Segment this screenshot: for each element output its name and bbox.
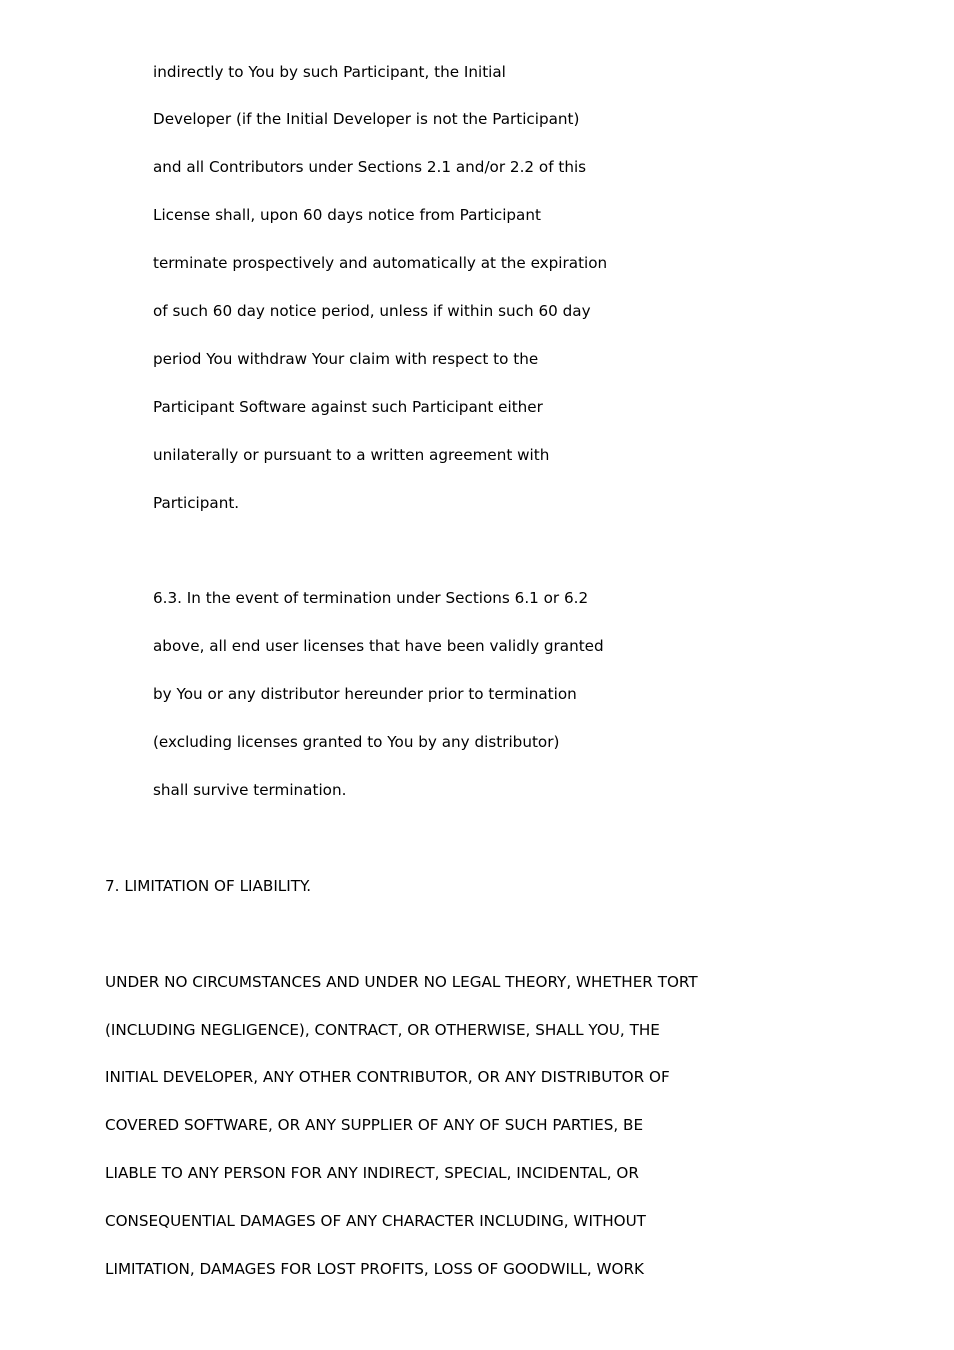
section-6-2-line-1: indirectly to You by such Participant, the Initial: [153, 63, 506, 81]
section-6-2-line-3: and all Contributors under Sections 2.1 and/or 2.2 of this: [153, 158, 587, 176]
section-7-line-1: UNDER NO CIRCUMSTANCES AND UNDER NO LEGAL THEORY, WHETHER TORT: [105, 973, 698, 991]
section-6-3-line-4: (excluding licenses granted to You by any distributor): [153, 733, 560, 751]
section-6-3-line-2: above, all end user licenses that have been validly granted: [153, 637, 604, 655]
section-6-2-line-4: License shall, upon 60 days notice from Participant: [153, 206, 541, 224]
section-7-line-5: LIABLE TO ANY PERSON FOR ANY INDIRECT, SPECIAL, INCIDENTAL, OR: [105, 1164, 639, 1182]
section-6-2-line-5: terminate prospectively and automatically at the expiration: [153, 254, 608, 272]
section-6-3-line-1: 6.3. In the event of termination under Sections 6.1 or 6.2: [153, 589, 589, 607]
section-6-2-line-7: period You withdraw Your claim with respect to the: [153, 350, 539, 368]
section-6-2-line-2: Developer (if the Initial Developer is not the Participant): [153, 110, 580, 128]
section-6-3-line-3: by You or any distributor hereunder prior to termination: [153, 685, 577, 703]
section-6-2-line-6: of such 60 day notice period, unless if within such 60 day: [153, 302, 591, 320]
section-6-2-line-9: unilaterally or pursuant to a written agreement with: [153, 446, 550, 464]
section-7-line-2: (INCLUDING NEGLIGENCE), CONTRACT, OR OTHERWISE, SHALL YOU, THE: [105, 1021, 660, 1039]
section-7-line-3: INITIAL DEVELOPER, ANY OTHER CONTRIBUTOR, OR ANY DISTRIBUTOR OF: [105, 1068, 670, 1086]
section-7-line-4: COVERED SOFTWARE, OR ANY SUPPLIER OF ANY OF SUCH PARTIES, BE: [105, 1116, 644, 1134]
section-7-line-6: CONSEQUENTIAL DAMAGES OF ANY CHARACTER INCLUDING, WITHOUT: [105, 1212, 646, 1230]
section-6-2-line-8: Participant Software against such Participant either: [153, 398, 543, 416]
section-7-heading: 7. LIMITATION OF LIABILITY.: [105, 877, 312, 895]
section-6-3-line-5: shall survive termination.: [153, 781, 347, 799]
section-6-2-line-10: Participant.: [153, 494, 240, 512]
section-7-line-7: LIMITATION, DAMAGES FOR LOST PROFITS, LOSS OF GOODWILL, WORK: [105, 1260, 645, 1278]
